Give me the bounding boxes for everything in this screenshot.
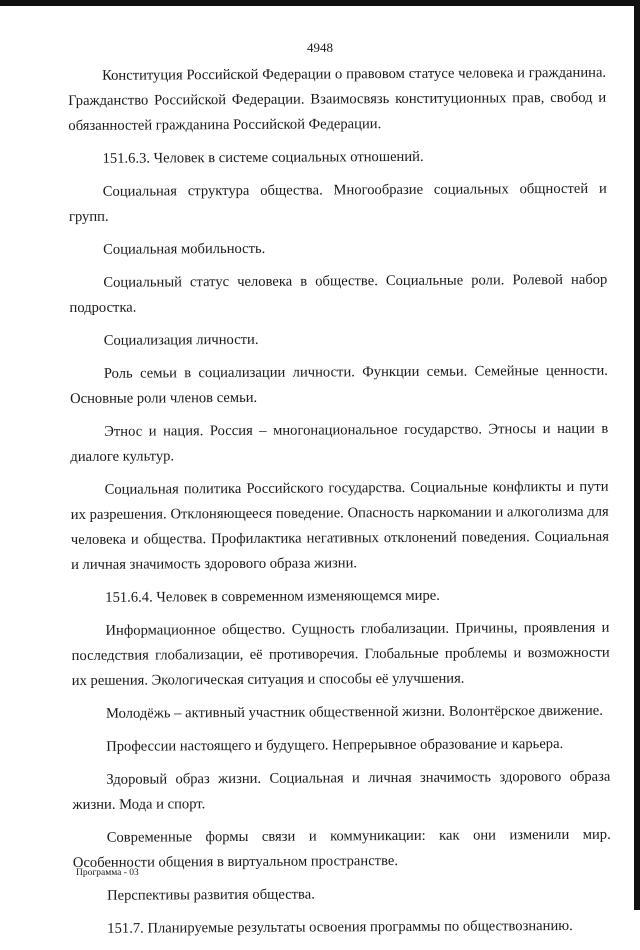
paragraph-family-role: Роль семьи в социализации личности. Функции семьи. Семейные ценности. Основные роли членов семьи. bbox=[69, 362, 608, 407]
page-number: 4948 bbox=[307, 40, 333, 55]
document-body bbox=[68, 61, 611, 950]
paragraph-ethnos-nation: Этнос и нация. Россия – многонациональное государство. Этносы и нации в диалоге культур. bbox=[70, 420, 609, 465]
paragraph-professions: Профессии настоящего и будущего. Непрерывное образование и карьера. bbox=[106, 735, 564, 755]
scan-edge-top bbox=[0, 0, 640, 6]
section-heading-151-7: 151.7. Планируемые результаты освоения программы по обществознанию. bbox=[107, 917, 573, 937]
paragraph-socialization: Социализация личности. bbox=[103, 331, 259, 349]
paragraph-social-structure: Социальная структура общества. Многообразие социальных общностей и групп. bbox=[68, 180, 607, 225]
section-heading-151-6-4: 151.6.4. Человек в современном изменяющемся мире. bbox=[105, 587, 440, 606]
paragraph-healthy-lifestyle: Здоровый образ жизни. Социальная и личная значимость здорового образа жизни. Мода и спорт. bbox=[72, 768, 611, 813]
paragraph-social-mobility: Социальная мобильность. bbox=[103, 240, 266, 258]
section-heading-151-6-3: 151.6.3. Человек в системе социальных отношений. bbox=[102, 148, 424, 167]
paragraph-social-status: Социальный статус человека в обществе. Социальные роли. Ролевой набор подростка. bbox=[69, 271, 608, 316]
paragraph-information-society: Информационное общество. Сущность глобализации. Причины, проявления и последствия глобализации, её противоречия. Глобальные проблемы и возможности их решения. Экологическая ситуация и способы её улучшения. bbox=[71, 619, 610, 689]
page-footer: Программа - 03 bbox=[76, 868, 139, 878]
paragraph-constitution: Конституция Российской Федерации о правовом статусе человека и гражданина. Гражданство Российской Федерации. Взаимосвязь конституционных прав, свобод и обязанностей гражданина Российской Федерации. bbox=[68, 64, 607, 134]
paragraph-youth: Молодёжь – активный участник общественной жизни. Волонтёрское движение. bbox=[105, 702, 603, 722]
paragraph-communication: Современные формы связи и коммуникации: как они изменили мир. Особенности общения в виртуальном пространстве. bbox=[72, 826, 611, 871]
paragraph-social-policy: Социальная политика Российского государства. Социальные конфликты и пути их разрешения. Отклоняющееся поведение. Опасность наркомании и алкоголизма для человека и общества. Профилактика негативных отклонений поведения. Социальная и личная значимость здорового образа жизни. bbox=[70, 478, 609, 573]
paragraph-perspectives: Перспективы развития общества. bbox=[107, 886, 315, 904]
scan-edge-right bbox=[634, 0, 640, 910]
